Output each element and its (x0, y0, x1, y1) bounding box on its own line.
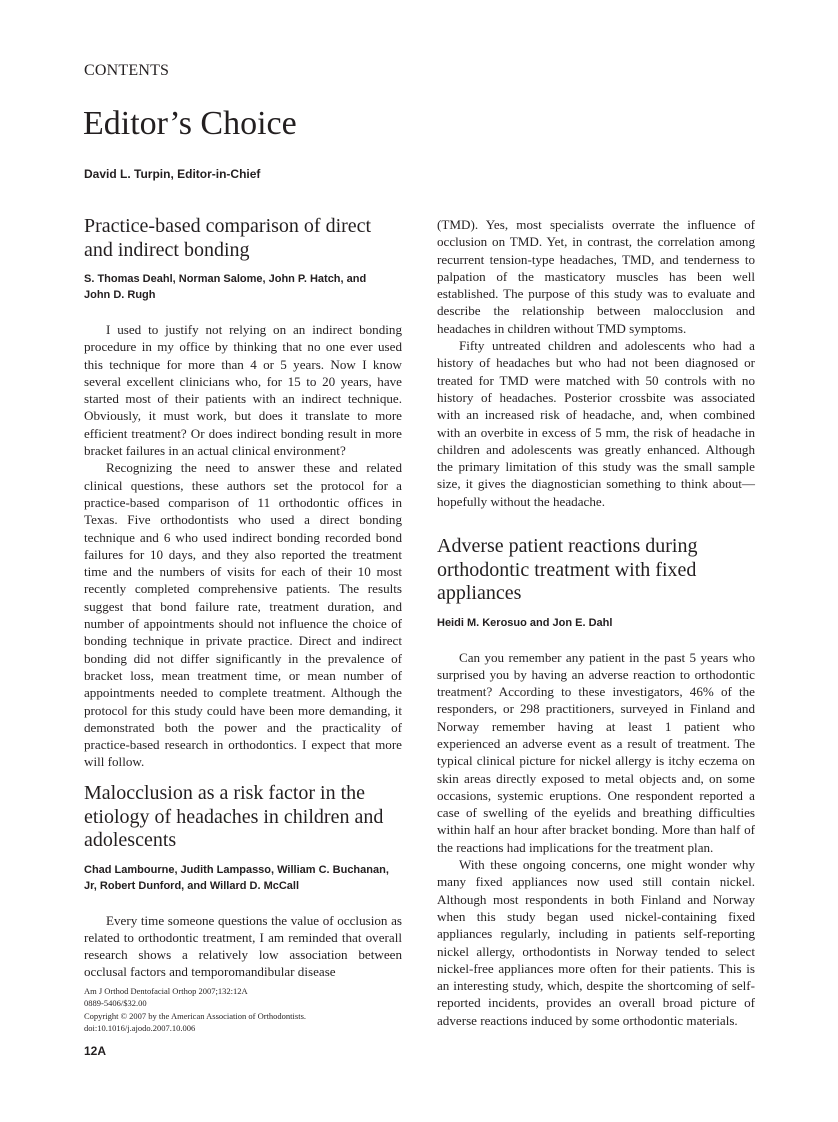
article-authors (84, 862, 402, 894)
article-title-line: orthodontic treatment with fixed (437, 558, 697, 581)
footer-meta (84, 985, 306, 1034)
article-title-line: appliances (437, 582, 522, 604)
authors-line: Heidi M. Kerosuo and Jon E. Dahl (437, 616, 613, 629)
paragraph: With these ongoing concerns, one might wonder why many fixed appliances now used still contain nickel. Although most respondents in both Finland and Norway when this study began used nickel-containing fixed appliances regularly, including in patients self-reporting nickel allergy, orthodontists in Norway tended to select nickel-free appliances more often for their patients. This is an interesting study, which, despite the shortcoming of self-reported incidents, provides an overall broad picture of adverse reactions induced by some orthodontic materials. (437, 857, 755, 1028)
page-title: Editor’s Choice (83, 105, 297, 142)
article-title-line: and indirect bonding (84, 238, 250, 261)
article-title-line: Adverse patient reactions during (437, 535, 698, 557)
article-title-line: Malocclusion as a risk factor in the (84, 782, 366, 804)
article-authors (84, 271, 402, 303)
article-adverse-reactions (437, 535, 755, 1029)
article-title-line: etiology of headaches in children and (84, 805, 384, 828)
editor-byline: David L. Turpin, Editor-in-Chief (84, 167, 261, 181)
paragraph: (TMD). Yes, most specialists overrate the influence of occlusion on TMD. Yet, in contrast, the correlation among recurrent tension-type headaches, TMD, and tenderness to palpation of the masticatory muscles has been well established. The purpose of this study was to evaluate and describe the relationship between malocclusion and headaches in children without TMD symptoms. (437, 217, 755, 336)
article-title (84, 215, 402, 262)
paragraph: Recognizing the need to answer these and related clinical questions, these authors set the protocol for a practice-based comparison of 11 orthodontic offices in Texas. Five orthodontists who used a direct bonding technique and 6 who used indirect bonding recorded bond failures for 10 days, and they also reported the treatment time and the numbers of visits for each of their 10 most recently completed comprehensive patients. The results suggest that bond failure rate, treatment duration, and number of appointments should not influence the choice of bonding technique in private practice. Direct and indirect bonding did not differ significantly in the prevalence of bracket loss, mean treatment time, or mean number of appointments needed to complete treatment. Although the protocol for this study could have been more demanding, it demonstrated both the power and the practicality of practice-based research in orthodontics. I expect that more will follow. (84, 460, 402, 770)
authors-line: S. Thomas Deahl, Norman Salome, John P. Hatch, and (84, 273, 367, 285)
authors-line: John D. Rugh (84, 289, 156, 301)
citation: Am J Orthod Dentofacial Orthop 2007;132:12A (84, 986, 248, 996)
paragraph: Every time someone questions the value of occlusion as related to orthodontic treatment, I am reminded that overall research shows a relatively low association between occlusal factors and temporomandibular disease (84, 912, 402, 980)
authors-line: Chad Lambourne, Judith Lampasso, William C. Buchanan, (84, 863, 389, 876)
article-title-line: Practice-based comparison of direct (84, 215, 372, 237)
article-title-line: adolescents (84, 829, 177, 851)
copyright: Copyright © 2007 by the American Association of Orthodontists. (84, 1010, 307, 1021)
section-label: CONTENTS (84, 62, 170, 79)
article-title (437, 535, 755, 606)
price-code: 0889-5406/$32.00 (84, 998, 147, 1009)
paragraph: Fifty untreated children and adolescents who had a history of headaches but who had not been diagnosed or treated for TMD were matched with 50 controls with no history of headaches. Posterior crossbite was associated with an increased risk of headache, and, when combined with an overbite in excess of 5 mm, the risk of headache in children and adolescents was greatly enhanced. Although the primary limitation of this study was the small sample size, it gives the diagnostician something to think about—hopefully without the headache. (437, 338, 755, 509)
article-body (84, 321, 402, 771)
article-title (84, 782, 402, 853)
doi: doi:10.1016/j.ajodo.2007.10.006 (84, 1022, 196, 1033)
page-number: 12A (84, 1044, 107, 1058)
article-malocclusion-headaches-continued (437, 216, 755, 510)
paragraph: Can you remember any patient in the past 5 years who surprised you by having an adverse reaction to orthodontic treatment? According to these investigators, 46% of the responders, or 298 practitioners, surveyed in Finland and Norway remember having at least 1 patient who experienced an adverse event as a result of treatment. The typical clinical picture for nickel allergy is itchy eczema on skin areas directly exposed to metal objects and, on some occasions, systemic eruptions. One respondent reported a case of swelling of the eyelids and breathing difficulties within half an hour after bracket bonding. More than half of the reactions had implications for the treatment plan. (437, 649, 755, 855)
article-authors (437, 615, 755, 631)
article-body (84, 912, 402, 981)
article-body (437, 216, 755, 510)
authors-line: Jr, Robert Dunford, and Willard D. McCall (84, 879, 300, 892)
paragraph: I used to justify not relying on an indirect bonding procedure in my office by thinking that no one ever used this technique for more than 4 or 5 years. Now I know several excellent clinicians who, for 15 to 20 years, have started most of their patients with an indirect technique. Obviously, it must work, but does it translate to more efficient treatment? Or does indirect bonding result in more bracket failures in an actual clinical environment? (84, 322, 402, 459)
article-direct-indirect-bonding (84, 215, 402, 771)
article-body (437, 649, 755, 1030)
article-malocclusion-headaches (84, 782, 402, 981)
